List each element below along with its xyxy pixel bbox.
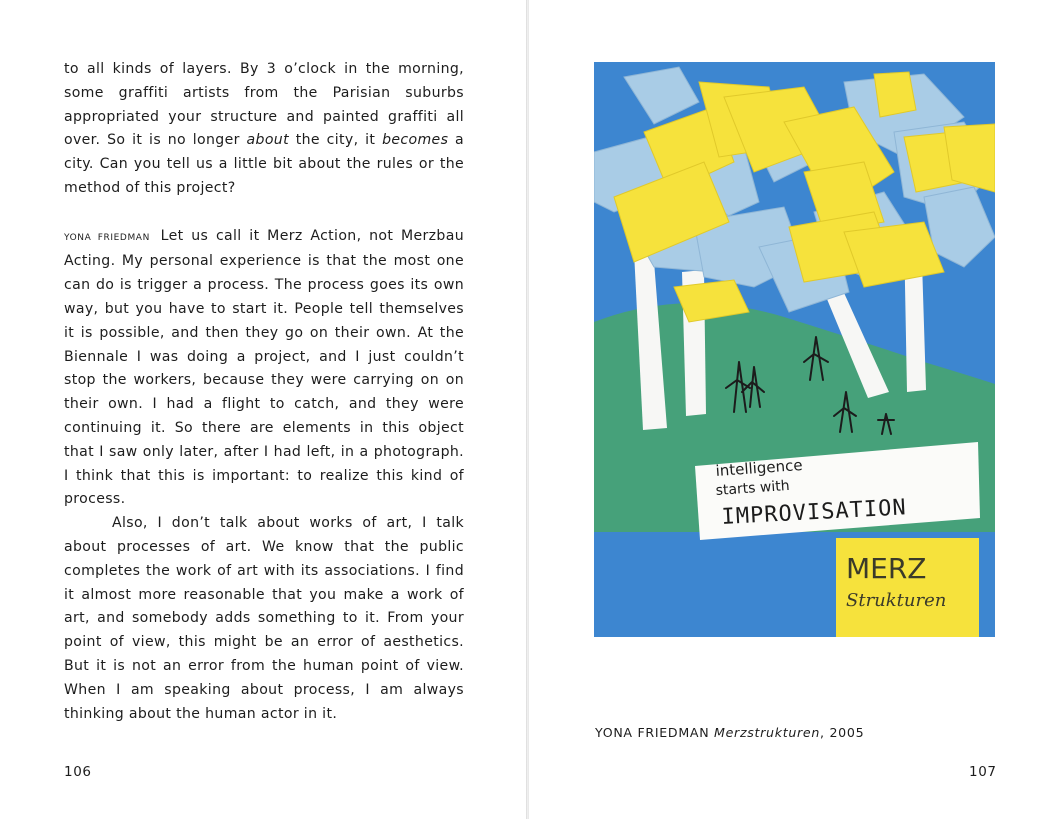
artwork-caption: [595, 725, 864, 740]
caption-title: Merzstrukturen: [714, 725, 821, 740]
interview-text: [64, 58, 464, 726]
caption-artist: YONA FRIEDMAN: [595, 725, 710, 740]
merz-word: MERZ: [846, 552, 927, 585]
label-line-3: IMPROVISATION: [721, 495, 908, 530]
page-number-right: 107: [969, 764, 997, 780]
question-emphasis-about: about: [246, 132, 289, 149]
strukturen-word: Strukturen: [846, 590, 947, 611]
continuation-text: Also, I don’t talk about works of art, I talk about processes of art. We know that the public completes the work of art with its associations. I find it almost more reasonable that you make a work of art, and somebody adds something to it. From your point of view, this might be an error of aesthetics. But it is not an error from the human point of view. When I am speaking about process, I am always thinking about the human actor in it.: [64, 515, 464, 722]
label-line-2: starts with: [715, 477, 791, 499]
left-page: [0, 0, 527, 819]
answer-paragraph: [64, 225, 464, 513]
label-line-1: intelligence: [715, 455, 804, 480]
question-text-3: a city. Can you tell us a little bit about the rules or the method of this project?: [64, 132, 465, 196]
merzstrukturen-collage: [594, 62, 995, 637]
speaker-name: YONA FRIEDMAN: [64, 232, 150, 243]
question-text-1: to all kinds of layers. By 3 o’clock in the morning, some graffiti artists from the Parisian suburbs appropriated your structure and painted graffiti all over. So it is no longer: [64, 61, 464, 149]
question-emphasis-becomes: becomes: [382, 132, 449, 149]
caption-year: , 2005: [820, 725, 865, 740]
interviewer-question: [64, 58, 464, 201]
merz-box: [836, 538, 979, 637]
artwork-image: [594, 62, 995, 637]
answer-text: Let us call it Merz Action, not Merzbau Acting. My personal experience is that the most one can do is trigger a process. The process goes its own way, but you have to start it. People tell themselves it is possible, and then they go on their own. At the Biennale I was doing a project, and I just couldn’t stop the workers, because they were carrying on on their own. I had a flight to catch, and they were continuing it. So there are elements in this object that I saw only later, after I had left, in a photograph. I think that this is important: to realize this kind of process.: [64, 227, 464, 508]
question-text-2: the city, it: [288, 132, 383, 149]
page-number-left: 106: [64, 764, 92, 780]
continuation-paragraph: [64, 512, 464, 726]
